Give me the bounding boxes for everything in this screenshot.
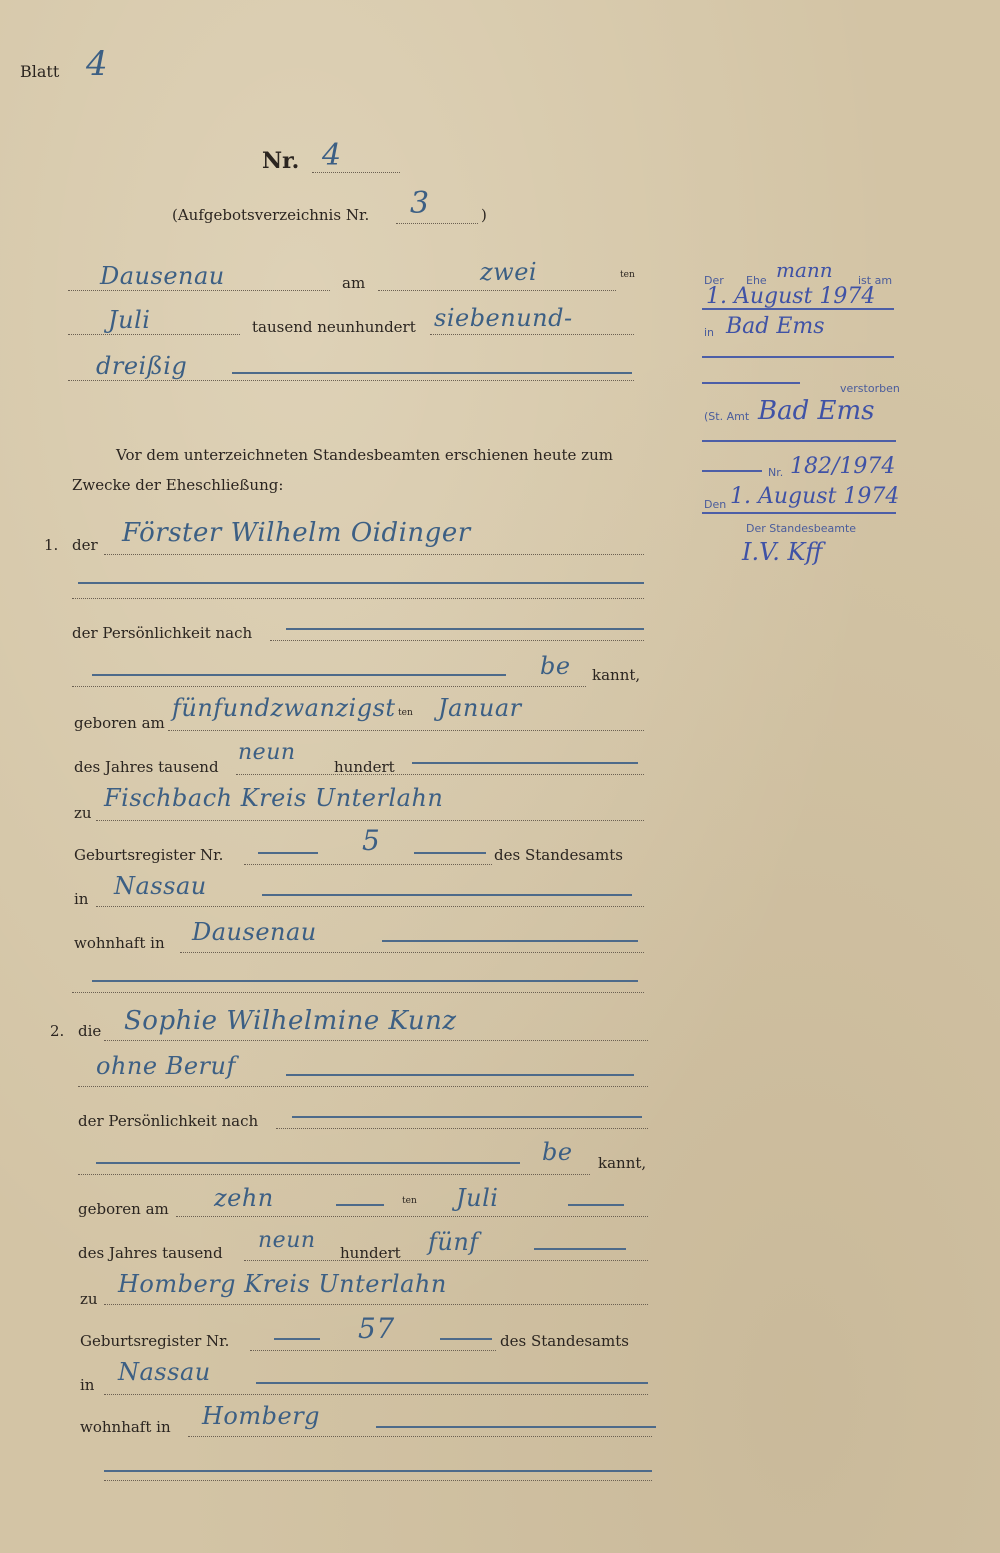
person2-standesamt-place: Nassau: [118, 1358, 211, 1386]
nr-dotline: [312, 172, 400, 173]
person2-article: die: [78, 1022, 102, 1040]
person2-born-month: Juli: [456, 1184, 499, 1212]
person1-year-label: des Jahres tausend: [74, 758, 219, 776]
person2-be: be: [542, 1138, 573, 1166]
stamp-den: Den: [704, 498, 727, 511]
month-written: Juli: [108, 306, 151, 334]
person2-wohnhaft-label: wohnhaft in: [80, 1418, 171, 1436]
person2-register-strike-1: [274, 1338, 320, 1340]
year-written-1: siebenund-: [434, 304, 573, 332]
blatt-number: 4: [86, 44, 109, 84]
person2-zu: zu: [80, 1290, 98, 1308]
person1-end-dotline: [72, 992, 644, 993]
person2-register-no: 57: [358, 1312, 395, 1345]
am-label: am: [342, 274, 366, 292]
person2-name: Sophie Wilhelmine Kunz: [124, 1006, 457, 1036]
stamp-line-4: [702, 440, 896, 442]
person1-be: be: [540, 652, 571, 680]
person1-zu: zu: [74, 804, 92, 822]
tausend-label: tausend neunhundert: [252, 318, 416, 336]
aufgebot-close: ): [481, 206, 487, 224]
person2-in-dotline: [104, 1394, 648, 1395]
person1-dotline-2: [72, 598, 644, 599]
person2-birthplace: Homberg Kreis Unterlahn: [118, 1270, 447, 1298]
day-written: zwei: [480, 258, 538, 286]
person1-known-strike: [92, 674, 506, 676]
year-dotline-2: [68, 380, 634, 381]
ten-suffix: ten: [620, 270, 635, 280]
person1-register-strike-1: [258, 852, 318, 854]
place-dotline: [68, 290, 330, 291]
person1-year-strike: [412, 762, 638, 764]
stamp-line-6: [702, 512, 896, 514]
person2-born-dotline: [176, 1216, 648, 1217]
person1-hundert: hundert: [334, 758, 395, 776]
stamp-line-3: [702, 382, 800, 384]
person1-residence-dotline: [180, 952, 644, 953]
person2-residence-dotline: [188, 1436, 652, 1437]
person2-in-strike: [256, 1382, 648, 1384]
person1-residence-strike: [382, 940, 638, 942]
day-dotline: [378, 290, 616, 291]
person2-ten: ten: [402, 1196, 417, 1206]
person2-born-strike-1: [336, 1204, 384, 1206]
person2-register-label: Geburtsregister Nr.: [80, 1332, 230, 1350]
person2-in: in: [80, 1376, 95, 1394]
place-written: Dausenau: [100, 262, 225, 290]
stamp-signature: I.V. Kff: [742, 538, 823, 566]
person1-standesamt-place: Nassau: [114, 872, 207, 900]
intro-line-1: Vor dem unterzeichneten Standesbeamten erschienen heute zum: [116, 446, 613, 464]
person1-born-label: geboren am: [74, 714, 165, 732]
person2-end-dotline: [104, 1480, 652, 1481]
person2-occupation-dotline: [78, 1086, 648, 1087]
person2-register-dotline: [250, 1350, 496, 1351]
nr-label: Nr.: [262, 148, 300, 174]
year-strikeline: [232, 372, 632, 374]
person2-born-strike-2: [568, 1204, 624, 1206]
person1-name-dotline: [104, 554, 644, 555]
person2-residence-strike: [376, 1426, 656, 1428]
stamp-st-amt: (St. Amt: [704, 410, 750, 423]
person1-ten: ten: [398, 708, 413, 718]
stamp-line-5: [702, 470, 762, 472]
person2-name-dotline: [104, 1040, 648, 1041]
person2-born-day: zehn: [214, 1184, 274, 1212]
person1-year-dotline: [236, 774, 644, 775]
stamp-date-2: 1. August 1974: [730, 484, 900, 509]
stamp-ist-am: ist am: [858, 274, 893, 287]
person2-personality-strike: [292, 1116, 642, 1118]
person1-register-dotline: [244, 864, 492, 865]
person1-strike-1: [78, 582, 644, 584]
person1-personality-label: der Persönlichkeit nach: [72, 624, 253, 642]
person2-year-dotline: [244, 1260, 648, 1261]
person1-born-day: fünfundzwanzigst: [172, 694, 396, 722]
aufgebot-dotline: [396, 223, 478, 224]
person2-hundert: hundert: [340, 1244, 401, 1262]
person2-known-dotline: [78, 1174, 590, 1175]
person2-residence: Homberg: [202, 1402, 321, 1430]
stamp-standesbeamte: Der Standesbeamte: [746, 522, 857, 535]
stamp-nr: Nr.: [768, 466, 784, 479]
person2-year-label: des Jahres tausend: [78, 1244, 223, 1262]
person2-end-strike: [104, 1470, 652, 1472]
year-written-2: dreißig: [96, 352, 188, 380]
stamp-line-2: [702, 356, 894, 358]
month-dotline: [68, 334, 240, 335]
person2-personality-label: der Persönlichkeit nach: [78, 1112, 259, 1130]
stamp-verstorben: verstorben: [840, 382, 900, 395]
person2-occupation: ohne Beruf: [96, 1052, 236, 1080]
year-dotline-1: [430, 334, 634, 335]
person1-personality-strike: [286, 628, 644, 630]
person2-occupation-strike: [286, 1074, 634, 1076]
stamp-mann: mann: [776, 258, 833, 282]
person1-in-strike: [262, 894, 632, 896]
person1-register-strike-2: [414, 852, 486, 854]
person1-article: der: [72, 536, 98, 554]
person2-birthplace-dotline: [104, 1304, 648, 1305]
person1-birthplace: Fischbach Kreis Unterlahn: [104, 784, 444, 812]
stamp-place-2: Bad Ems: [758, 396, 875, 426]
stamp-der: Der: [704, 274, 724, 287]
stamp-date-1: 1. August 1974: [706, 284, 876, 309]
person2-year-strike: [534, 1248, 626, 1250]
person1-register-label: Geburtsregister Nr.: [74, 846, 224, 864]
stamp-ehe: Ehe: [746, 274, 767, 287]
stamp-nr-value: 182/1974: [790, 454, 896, 479]
person1-register-no: 5: [362, 824, 381, 857]
person1-residence: Dausenau: [192, 918, 317, 946]
person1-kannt: kannt,: [592, 666, 641, 684]
person1-known-dotline: [72, 686, 586, 687]
stamp-place-1: Bad Ems: [726, 314, 825, 339]
person1-born-month: Januar: [438, 694, 522, 722]
person2-standesamt-label: des Standesamts: [500, 1332, 629, 1350]
person2-year-extra: fünf: [428, 1228, 479, 1256]
person2-born-label: geboren am: [78, 1200, 169, 1218]
person1-birthplace-dotline: [96, 820, 644, 821]
person1-personality-dotline: [270, 640, 644, 641]
person1-born-dotline: [168, 730, 644, 731]
person1-wohnhaft-label: wohnhaft in: [74, 934, 165, 952]
intro-line-2: Zwecke der Eheschließung:: [72, 476, 284, 494]
person2-personality-dotline: [276, 1128, 648, 1129]
person1-year-value: neun: [238, 740, 296, 765]
person1-standesamt-label: des Standesamts: [494, 846, 623, 864]
blatt-label: Blatt: [20, 62, 60, 81]
person2-known-strike: [96, 1162, 520, 1164]
person1-number: 1.: [44, 536, 59, 554]
person2-kannt: kannt,: [598, 1154, 647, 1172]
person2-register-strike-2: [440, 1338, 492, 1340]
person2-number: 2.: [50, 1022, 65, 1040]
stamp-in: in: [704, 326, 715, 339]
person1-in-dotline: [96, 906, 644, 907]
person1-name: Förster Wilhelm Oidinger: [122, 518, 471, 548]
aufgebot-number: 3: [410, 186, 430, 221]
stamp-line-1: [702, 308, 894, 310]
person1-end-strike: [92, 980, 638, 982]
aufgebot-label: (Aufgebotsverzeichnis Nr.: [172, 206, 370, 224]
nr-value: 4: [322, 138, 342, 173]
person1-in: in: [74, 890, 89, 908]
person2-year-value: neun: [258, 1228, 316, 1253]
